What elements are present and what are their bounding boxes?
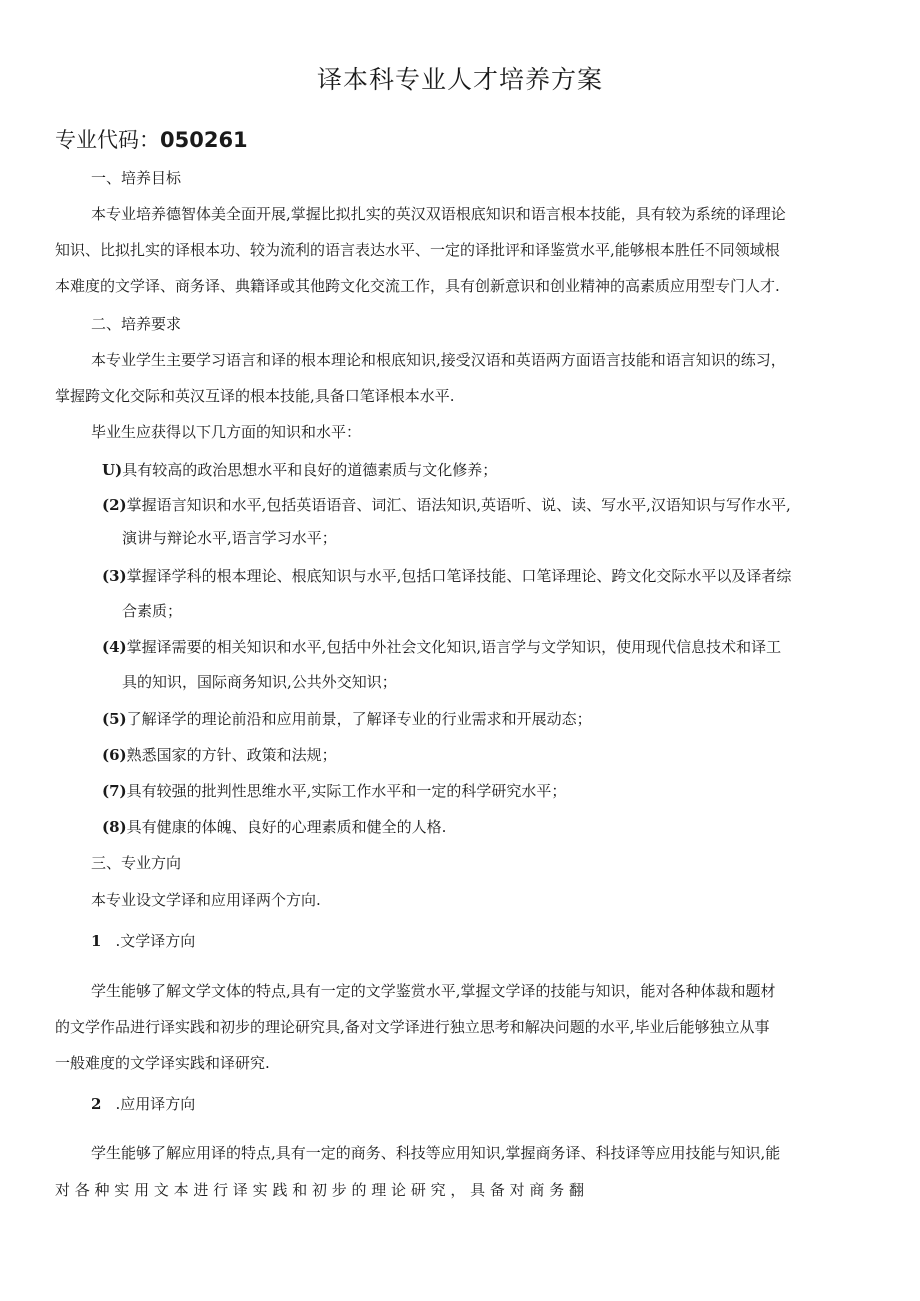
list-item-continuation: 合素质；	[122, 602, 183, 620]
list-item-number: (3)	[102, 567, 127, 585]
subsection-title: .文学译方向	[115, 932, 196, 950]
subsection-heading-literary	[91, 931, 195, 951]
list-item-number: (4)	[102, 638, 127, 656]
list-item	[102, 745, 337, 765]
major-code-line	[55, 124, 248, 154]
paragraph-line: 本难度的文学译、商务译、典籍译或其他跨文化交流工作，具有创新意识和创业精神的高素质应用型专门人才.	[55, 277, 780, 295]
list-item-text: 掌握译学科的根本理论、根底知识与水平,包括口笔译技能、口笔译理论、跨文化交际水平以及译者综	[126, 567, 792, 585]
list-item-number: (8)	[102, 818, 127, 836]
list-item-text: 具有较高的政治思想水平和良好的道德素质与文化修养；	[122, 461, 498, 479]
page-title: 译本科专业人才培养方案	[316, 65, 603, 94]
list-item-text: 掌握译需要的相关知识和水平,包括中外社会文化知识,语言学与文学知识，使用现代信息技术和译工	[126, 638, 782, 656]
list-item-number: (6)	[102, 746, 127, 764]
list-item	[102, 495, 791, 515]
list-lead: 毕业生应获得以下几方面的知识和水平：	[91, 423, 362, 441]
list-item-text: 了解译学的理论前沿和应用前景，了解译专业的行业需求和开展动态；	[126, 710, 592, 728]
list-item-number: (2)	[102, 496, 127, 514]
paragraph-line: 学生能够了解文学文体的特点,具有一定的文学鉴赏水平,掌握文学译的技能与知识，能对各种体裁和题材	[91, 982, 776, 1000]
list-item-text: 掌握语言知识和水平,包括英语语音、词汇、语法知识,英语听、说、读、写水平,汉语知识与写作水平,	[126, 496, 791, 514]
subsection-title: .应用译方向	[115, 1095, 196, 1113]
paragraph-line: 掌握跨文化交际和英汉互译的根本技能,具备口笔译根本水平.	[55, 387, 455, 405]
paragraph-line: 本专业培养德智体美全面开展,掌握比拟扎实的英汉双语根底知识和语言根本技能，具有较为系统的译理论	[91, 205, 786, 223]
subsection-heading-applied	[91, 1094, 195, 1114]
list-item	[102, 781, 566, 801]
list-item-number: U)	[102, 461, 123, 479]
paragraph-line: 本专业设文学译和应用译两个方向.	[91, 891, 321, 909]
paragraph-line: 对 各 种 实 用 文 本 进 行 译 实 践 和 初 步 的 理 论 研 究 ， 具 备 对 商 务 翻	[55, 1181, 584, 1199]
list-item	[102, 817, 446, 837]
paragraph-line: 学生能够了解应用译的特点,具有一定的商务、科技等应用知识,掌握商务译、科技译等应用技能与知识,能	[91, 1144, 781, 1162]
paragraph-line: 知识、比拟扎实的译根本功、较为流利的语言表达水平、一定的译批评和译鉴赏水平,能够根本胜任不同领域根	[55, 241, 780, 259]
major-code-value: 050261	[160, 128, 248, 152]
paragraph-line: 的文学作品进行译实践和初步的理论研究具,备对文学译进行独立思考和解决问题的水平,毕业后能够独立从事	[55, 1018, 770, 1036]
paragraph-line: 本专业学生主要学习语言和译的根本理论和根底知识,接受汉语和英语两方面语言技能和语言知识的练习，	[91, 351, 786, 369]
section-heading-directions: 三、专业方向	[91, 854, 182, 872]
list-item-text: 具有健康的体魄、良好的心理素质和健全的人格.	[126, 818, 447, 836]
list-item-number: (5)	[102, 710, 127, 728]
list-item-text: 具有较强的批判性思维水平,实际工作水平和一定的科学研究水平；	[126, 782, 567, 800]
section-heading-objectives: 一、培养目标	[91, 169, 182, 187]
section-heading-requirements: 二、培养要求	[91, 315, 182, 333]
subsection-number: 1	[91, 932, 102, 950]
list-item	[102, 709, 592, 729]
subsection-number: 2	[91, 1095, 102, 1113]
list-item-text: 熟悉国家的方针、政策和法规；	[126, 746, 337, 764]
list-item	[102, 637, 781, 657]
list-item	[102, 460, 497, 480]
list-item-continuation: 演讲与辩论水平,语言学习水平；	[122, 529, 337, 547]
major-code-label: 专业代码：	[55, 128, 160, 152]
list-item-number: (7)	[102, 782, 127, 800]
list-item	[102, 566, 791, 586]
list-item-continuation: 具的知识，国际商务知识,公共外交知识；	[122, 673, 397, 691]
paragraph-line: 一般难度的文学译实践和译研究.	[55, 1054, 270, 1072]
